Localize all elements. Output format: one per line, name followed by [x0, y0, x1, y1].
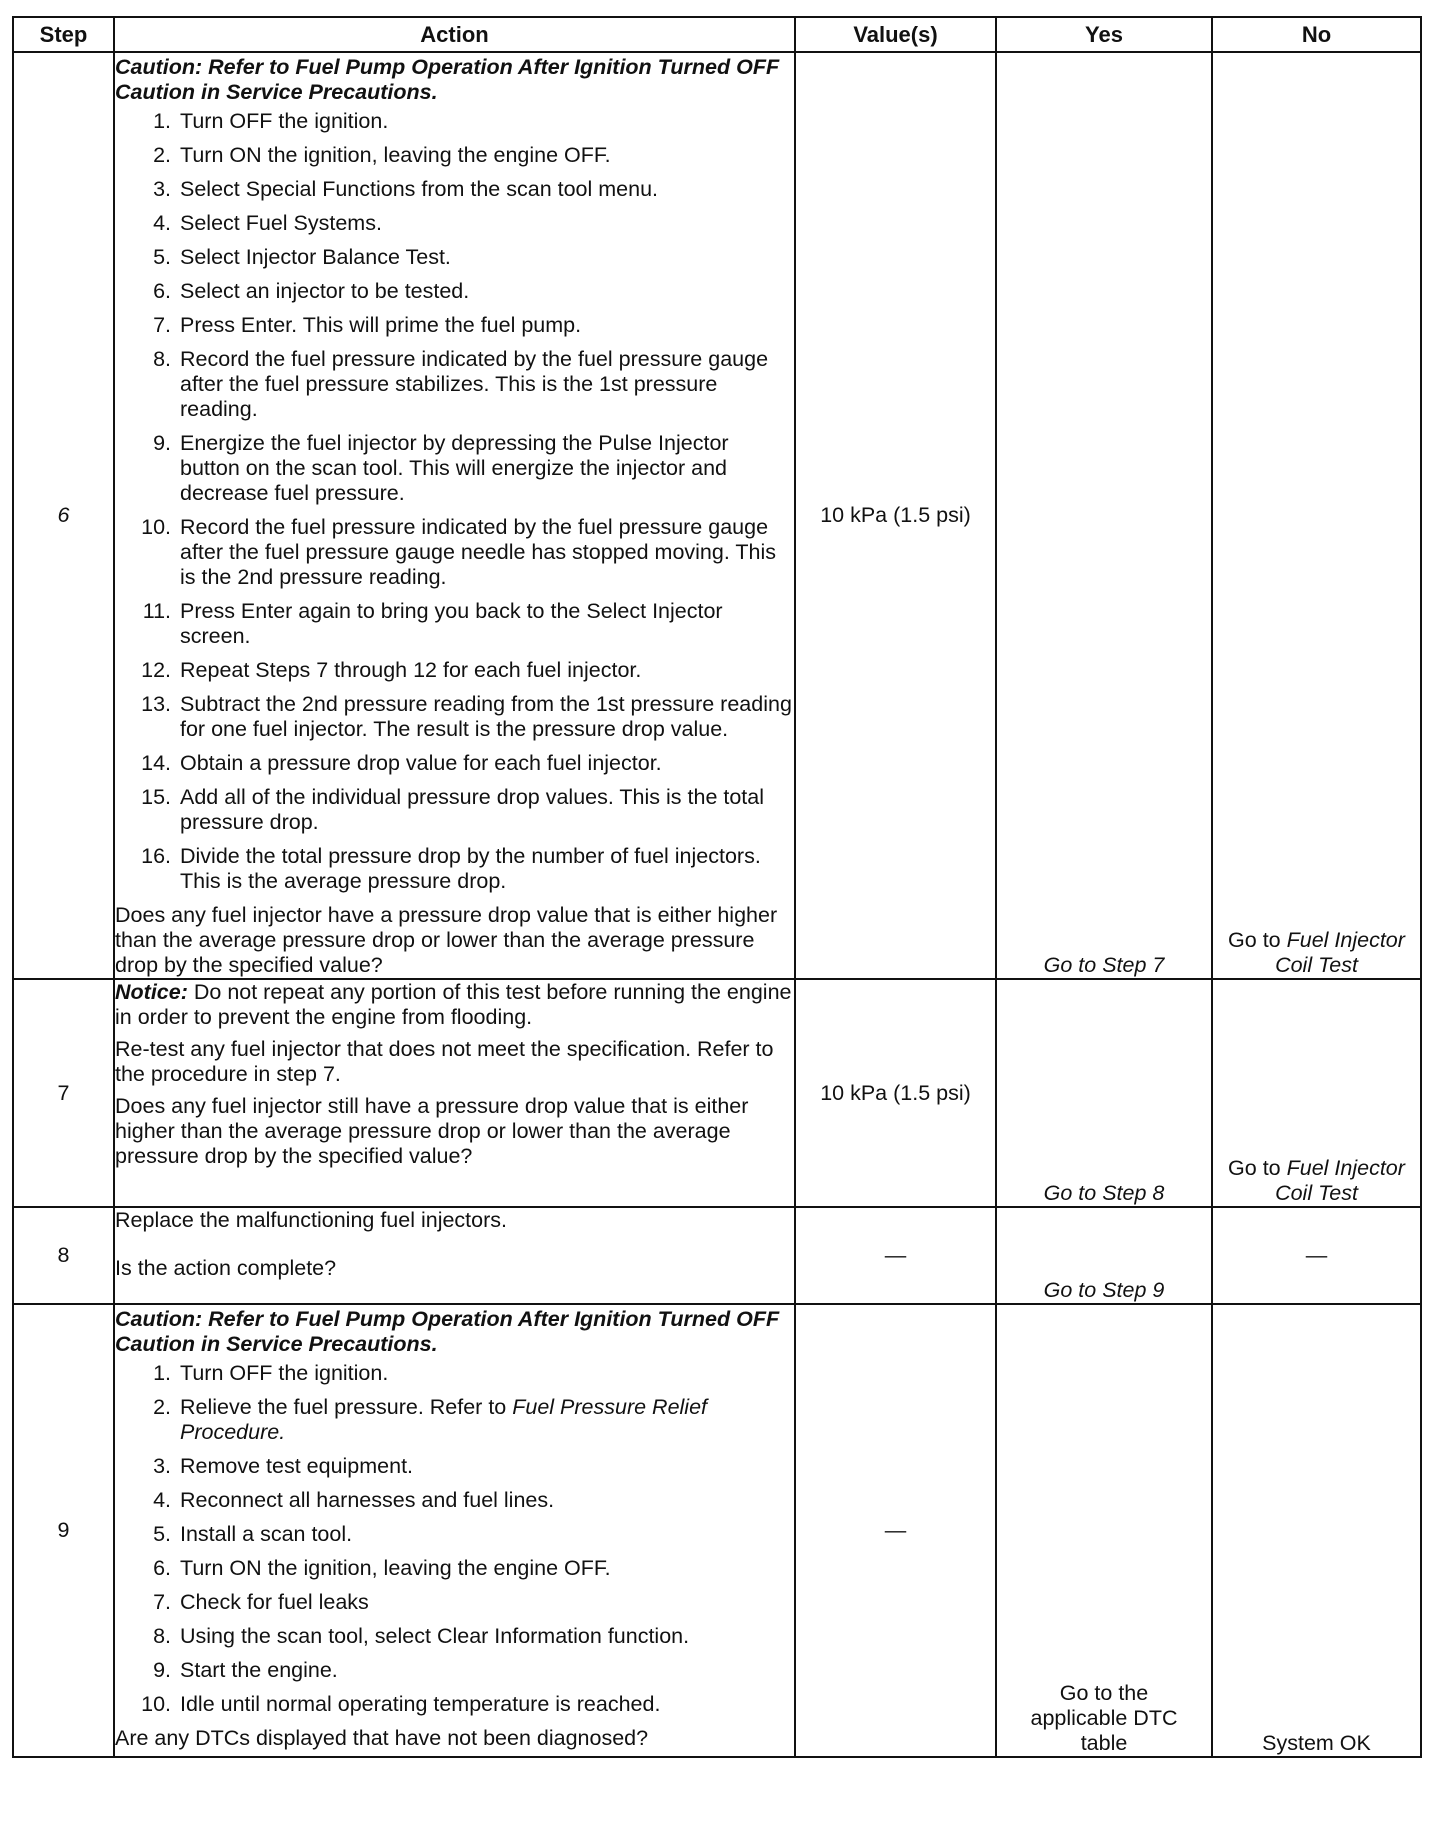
yes-cell: Go to Step 9	[996, 1207, 1212, 1304]
action-cell	[114, 979, 795, 1207]
question-text: Does any fuel injector still have a pressure drop value that is either higher than the average pressure drop or lower than the average pressure drop by the specified value?	[115, 1094, 749, 1168]
list-item: 4. Select Fuel Systems.	[153, 211, 382, 235]
list-item: 5. Install a scan tool.	[153, 1522, 353, 1546]
step-8-row	[13, 1207, 1421, 1304]
no-prefix: Go to	[1228, 1156, 1281, 1180]
list-item: 16. Divide the total pressure drop by the number of fuel injectors. This is the average pressure drop.	[141, 844, 761, 893]
list-item: 10. Idle until normal operating temperature is reached.	[141, 1692, 661, 1716]
yes-cell: Go to Step 7	[996, 52, 1212, 979]
no-cell	[1212, 52, 1421, 979]
yes-cell: Go to the applicable DTC table	[996, 1304, 1212, 1757]
caution-text: Caution: Refer to Fuel Pump Operation After Ignition Turned OFF Caution in Service Precautions.	[115, 1307, 780, 1356]
question-text: Are any DTCs displayed that have not been diagnosed?	[115, 1726, 649, 1750]
step-number: 6	[13, 52, 114, 979]
procedure-list	[115, 109, 794, 894]
list-item: 5. Select Injector Balance Test.	[153, 245, 451, 269]
list-item: 10. Record the fuel pressure indicated by the fuel pressure gauge after the fuel pressure gauge needle has stopped moving. This is the 2nd pressure reading.	[141, 515, 777, 589]
caution-text: Caution: Refer to Fuel Pump Operation After Ignition Turned OFF Caution in Service Precautions.	[115, 55, 780, 104]
header-action: Action	[114, 17, 795, 52]
list-item: 7. Check for fuel leaks	[153, 1590, 369, 1614]
step-number: 7	[13, 979, 114, 1207]
header-values: Value(s)	[795, 17, 996, 52]
list-item: 9. Start the engine.	[153, 1658, 338, 1682]
list-item: 12. Repeat Steps 7 through 12 for each fuel injector.	[141, 658, 642, 682]
value-cell: 10 kPa (1.5 psi)	[795, 979, 996, 1207]
step-number: 8	[13, 1207, 114, 1304]
list-item: 9. Energize the fuel injector by depressing the Pulse Injector button on the scan tool. This will energize the injector and decrease fuel pressure.	[153, 431, 729, 505]
fuel-injector-coil-test-link: Fuel Injector Coil Test	[1275, 928, 1405, 977]
list-item: 4. Reconnect all harnesses and fuel lines.	[153, 1488, 555, 1512]
notice-label: Notice:	[115, 980, 188, 1004]
action-text: Replace the malfunctioning fuel injectors.	[115, 1208, 507, 1232]
header-no: No	[1212, 17, 1421, 52]
no-cell	[1212, 979, 1421, 1207]
header-row	[13, 17, 1421, 52]
list-item: 7. Press Enter. This will prime the fuel pump.	[153, 313, 582, 337]
list-item: 14. Obtain a pressure drop value for each fuel injector.	[141, 751, 662, 775]
yes-cell: Go to Step 8	[996, 979, 1212, 1207]
value-cell: —	[795, 1207, 996, 1304]
list-item: 13. Subtract the 2nd pressure reading from the 1st pressure reading for one fuel injector. The result is the pressure drop value.	[141, 692, 792, 741]
step-6-row	[13, 52, 1421, 979]
no-cell: System OK	[1212, 1304, 1421, 1757]
question-text: Does any fuel injector have a pressure drop value that is either higher than the average pressure drop or lower than the average pressure drop by the specified value?	[115, 903, 778, 977]
retest-text: Re-test any fuel injector that does not meet the specification. Refer to the procedure in step 7.	[115, 1037, 774, 1086]
value-cell: 10 kPa (1.5 psi)	[795, 52, 996, 979]
header-step: Step	[13, 17, 114, 52]
action-cell	[114, 1304, 795, 1757]
list-item: 3. Select Special Functions from the scan tool menu.	[153, 177, 659, 201]
notice-text: Notice: Do not repeat any portion of this test before running the engine in order to prevent the engine from flooding.	[115, 980, 792, 1029]
action-cell	[114, 52, 795, 979]
no-cell: —	[1212, 1207, 1421, 1304]
procedure-list	[115, 1361, 794, 1717]
list-item: 2. Relieve the fuel pressure. Refer to Fuel Pressure Relief Procedure.	[153, 1395, 708, 1444]
list-item: 2. Turn ON the ignition, leaving the engine OFF.	[153, 143, 611, 167]
list-item: 15. Add all of the individual pressure drop values. This is the total pressure drop.	[141, 785, 765, 834]
fuel-pressure-relief-link: Fuel Pressure Relief Procedure.	[180, 1395, 708, 1444]
list-item: 6. Turn ON the ignition, leaving the engine OFF.	[153, 1556, 611, 1580]
list-item: 1. Turn OFF the ignition.	[153, 109, 389, 133]
step-9-row	[13, 1304, 1421, 1757]
action-cell	[114, 1207, 795, 1304]
list-item: 8. Record the fuel pressure indicated by the fuel pressure gauge after the fuel pressure stabilizes. This is the 1st pressure reading.	[153, 347, 769, 421]
list-item: 1. Turn OFF the ignition.	[153, 1361, 389, 1385]
list-item: 3. Remove test equipment.	[153, 1454, 414, 1478]
list-item: 6. Select an injector to be tested.	[153, 279, 470, 303]
diagnostic-table	[12, 16, 1422, 1758]
list-item: 11. Press Enter again to bring you back to the Select Injector screen.	[142, 599, 723, 648]
value-cell: —	[795, 1304, 996, 1757]
fuel-injector-coil-test-link: Fuel Injector Coil Test	[1275, 1156, 1405, 1205]
no-prefix: Go to	[1228, 928, 1281, 952]
header-yes: Yes	[996, 17, 1212, 52]
step-7-row	[13, 979, 1421, 1207]
list-item: 8. Using the scan tool, select Clear Information function.	[153, 1624, 690, 1648]
question-text: Is the action complete?	[115, 1256, 337, 1280]
step-number: 9	[13, 1304, 114, 1757]
